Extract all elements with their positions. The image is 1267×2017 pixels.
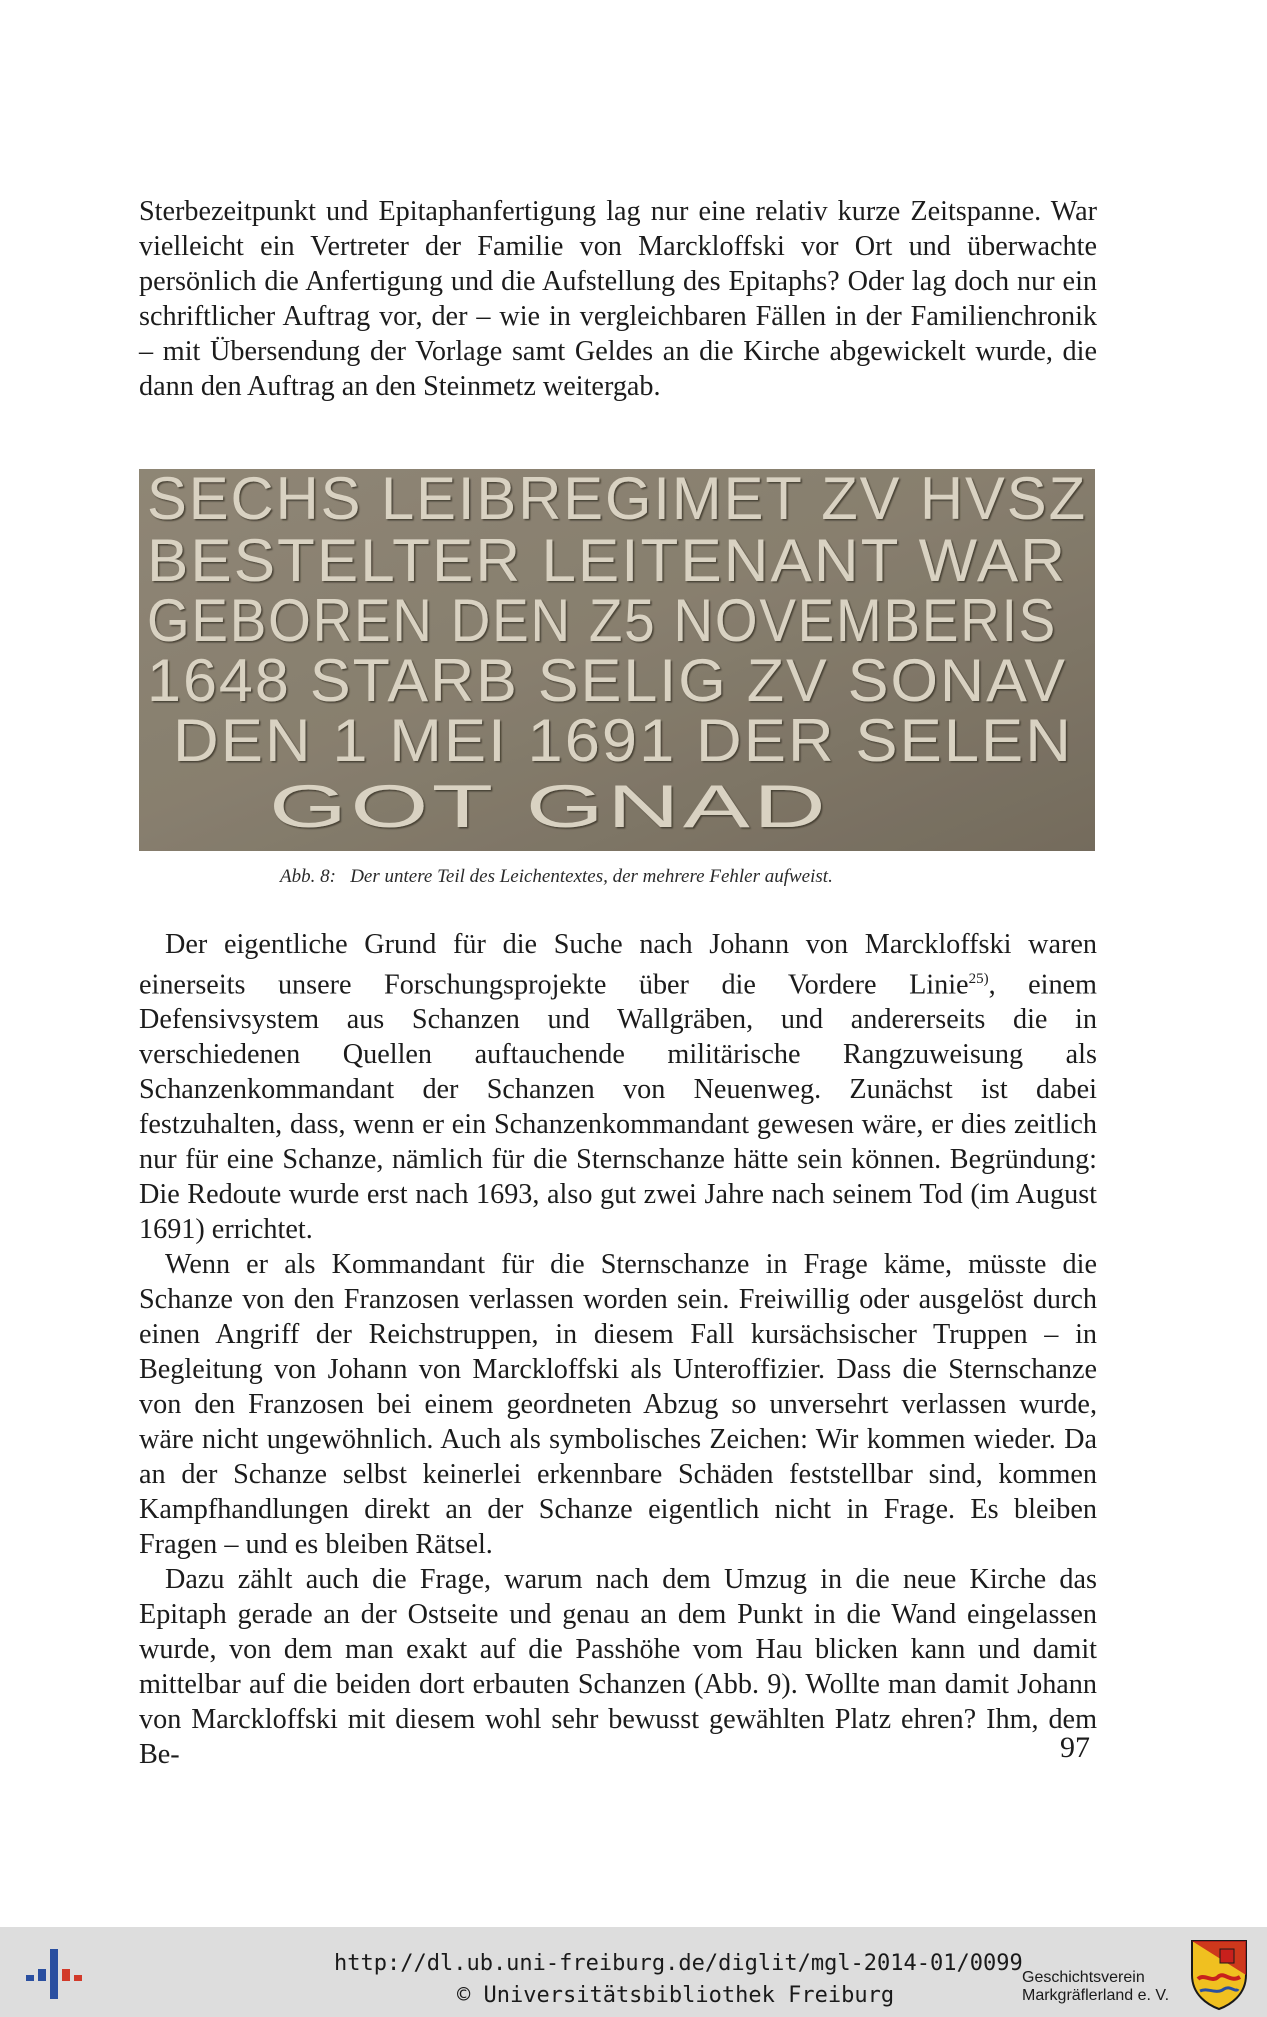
footnote-ref: 25)	[968, 971, 989, 987]
inscription-line-5: DEN 1 MEI 1691 DER SELEN	[173, 707, 1073, 774]
paragraph-2: Wenn er als Kommandant für die Sternschanze in Frage käme, müsste die Schanze von den Franzosen verlassen worden sein. Freiwillig oder ausgelöst durch einen Angriff der Reichstruppen, in diesem Fall kursächsischer Truppen – in Begleitung von Johann von Marckloffski als Unteroffizier. Dass die Sternschanze von den Franzosen bei einem geordneten Abzug so unversehrt verlassen wurde, wäre nicht ungewöhnlich. Auch als symbolisches Zeichen: Wir kommen wieder. Da an der Schanze selbst keinerlei erkennbare Schäden feststellbar sind, kommen Kampfhandlungen direkt an der Schanze eigentlich nicht in Frage. Es bleiben Fragen – und es bleiben Rätsel.	[139, 1249, 1097, 1561]
society-line-2: Markgräflerland e. V.	[1022, 1987, 1170, 2004]
epitaph-photo	[139, 469, 1095, 851]
paragraph-1	[139, 927, 1097, 1247]
paragraph-1-text-cont: , einem Defensivsystem aus Schanzen und Wallgräben, und andererseits die in verschiedenen Quellen auftauchende militärische Rangzuweisung als Schanzenkommandant der Schanzen von Neuenweg. Zunächst ist dabei festzuhalten, dass, wenn er ein Schanzenkommandant gewesen wäre, er dies zeitlich nur für eine Schanze, nämlich für die Sternschanze hätte sein können. Begründung: Die Redoute wurde erst nach 1693, also gut zwei Jahre nach seinem Tod (im August 1691) errichtet.	[139, 969, 1097, 1246]
markgraeflerland-crest-icon	[1190, 1939, 1248, 2011]
caption-label: Abb. 8:	[280, 866, 336, 887]
footer-copyright: © Universitätsbibliothek Freiburg	[457, 1983, 895, 2008]
inscription-line-2: BESTELTER LEITENANT WAR	[147, 527, 1067, 594]
inscription-line-1: SECHS LEIBREGIMET ZV HVSZ	[147, 469, 1087, 532]
inscription-line-4: 1648 STARB SELIG ZV SONAV	[147, 647, 1067, 714]
paragraph-top: Sterbezeitpunkt und Epitaphanfertigung lag nur eine relativ kurze Zeitspanne. War vielleicht ein Vertreter der Familie von Marckloffski vor Ort und überwachte persönlich die Anfertigung und die Aufstellung des Epitaphs? Oder lag doch nur ein schriftlicher Auftrag vor, der – wie in vergleichbaren Fällen in der Familienchronik – mit Übersendung der Vorlage samt Geldes an die Kirche abgewickelt wurde, die dann den Auftrag an den Steinmetz weitergab.	[139, 196, 1097, 402]
inscription-line-6: GOT GNAD	[269, 773, 829, 840]
paragraph-3: Dazu zählt auch die Frage, warum nach dem Umzug in die neue Kirche das Epitaph gerade an der Ostseite und genau an dem Punkt in die Wand eingelassen wurde, von dem man exakt auf die Passhöhe vom Hau blicken kann und damit mittelbar auf die beiden dort erbauten Schanzen (Abb. 9). Wollte man damit Johann von Marckloffski mit diesem wohl sehr bewusst gewählten Platz ehren? Ihm, dem Be-	[139, 1564, 1097, 1771]
caption-text: Der untere Teil des Leichentextes, der mehrere Fehler aufweist.	[350, 866, 833, 887]
footer-bar	[0, 1927, 1267, 2017]
society-line-1: Geschichtsverein	[1022, 1969, 1145, 1986]
society-name	[1022, 1969, 1169, 2005]
footer-url-link[interactable]: http://dl.ub.uni-freiburg.de/diglit/mgl-2014-01/0099	[334, 1951, 1023, 1976]
page-number: 97	[1060, 1731, 1090, 1764]
paragraph-1-text: Der eigentliche Grund für die Suche nach Johann von Marckloffski waren einerseits unsere Forschungsprojekte über die Vordere Linie	[139, 929, 1097, 1001]
figure-caption	[280, 866, 833, 888]
ub-freiburg-logo-icon	[26, 1945, 82, 2001]
inscription-line-3: GEBOREN DEN Z5 NOVEMBERIS	[147, 587, 1057, 654]
body-text	[139, 927, 1097, 1772]
epitaph-inscription-image	[139, 469, 1095, 851]
